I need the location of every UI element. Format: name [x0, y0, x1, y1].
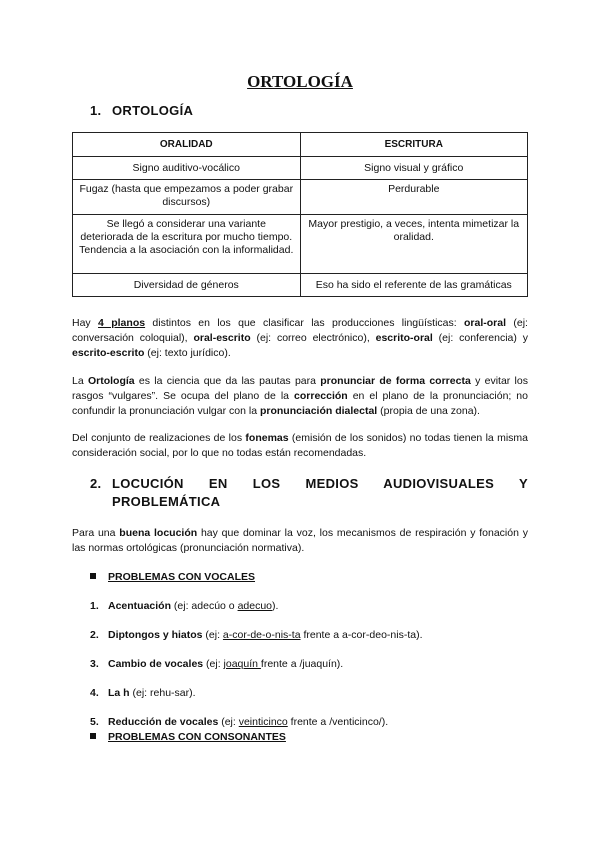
table-cell: Perdurable: [300, 180, 528, 215]
section-2-number: 2.: [90, 476, 102, 491]
table-header-row: [73, 133, 528, 157]
bullet-square-icon: [90, 733, 96, 739]
paragraph-ortologia: La Ortología es la ciencia que da las pautas para pronunciar de forma correcta y evitar los rasgos “vulgares”. Se ocupa del plano de la corrección en el plano de la pronunciación; no confundir la pronunciación vulgar con la pronunciación dialectal (propia de una zona).: [72, 375, 528, 417]
bullet-problemas-vocales: PROBLEMAS CON VOCALES: [90, 571, 255, 583]
section-1-number: 1.: [90, 103, 102, 118]
table-row: [73, 215, 528, 274]
page-title: ORTOLOGÍA: [247, 72, 353, 91]
table-cell: Eso ha sido el referente de las gramáticas: [300, 274, 528, 297]
table-row: [73, 157, 528, 180]
list-item: 1. Acentuación (ej: adecúo o adecuo).: [90, 600, 279, 612]
bullet-square-icon: [90, 573, 96, 579]
list-item: 4. La h (ej: rehu-sar).: [90, 687, 196, 699]
paragraph-fonemas: Del conjunto de realizaciones de los fonemas (emisión de los sonidos) no todas tienen la misma consideración social, por lo que no todas están recomendadas.: [72, 432, 528, 459]
section-2-title-line-1: LOCUCIÓN EN LOS MEDIOS AUDIOVISUALES Y: [112, 476, 528, 491]
table-cell: Diversidad de géneros: [73, 274, 301, 297]
table-cell: Signo auditivo-vocálico: [73, 157, 301, 180]
table-row: [73, 180, 528, 215]
table-cell: Mayor prestigio, a veces, intenta mimetizar la oralidad.: [300, 215, 528, 274]
table-header-escritura: ESCRITURA: [300, 133, 528, 157]
table-header-oralidad: ORALIDAD: [73, 133, 301, 157]
table-row: [73, 274, 528, 297]
list-item: 5. Reducción de vocales (ej: veinticinco frente a /venticinco/).: [90, 716, 389, 728]
section-1-title: ORTOLOGÍA: [112, 103, 194, 118]
table-cell: Signo visual y gráfico: [300, 157, 528, 180]
section-2-title-line-2: PROBLEMÁTICA: [112, 494, 221, 509]
bullet-problemas-consonantes: PROBLEMAS CON CONSONANTES: [90, 731, 286, 743]
list-item: 2. Diptongos y hiatos (ej: a-cor-de-o-nis-ta frente a a-cor-deo-nis-ta).: [90, 629, 423, 641]
table-cell: Fugaz (hasta que empezamos a poder grabar discursos): [73, 180, 301, 215]
paragraph-planos: Hay 4 planos distintos en los que clasificar las producciones lingüísticas: oral-oral (ej: conversación coloquial), oral-escrito (ej: correo electrónico), escrito-oral (ej: conferencia) y escrito-escrito (ej: texto jurídico).: [72, 317, 529, 359]
table-cell: Se llegó a considerar una variante deteriorada de la escritura por mucho tiempo. Tendencia a la asociación con la informalidad.: [73, 215, 301, 274]
paragraph-locucion: Para una buena locución hay que dominar la voz, los mecanismos de respiración y fonación y las normas ortológicas (pronunciación normativa).: [72, 527, 528, 554]
section-2-line-1: [90, 476, 528, 491]
section-2-heading: [90, 476, 528, 509]
list-item: 3. Cambio de vocales (ej: joaquín frente a /juaquín).: [90, 658, 344, 670]
section-1-heading: [90, 103, 193, 118]
comparison-table: [72, 132, 528, 297]
